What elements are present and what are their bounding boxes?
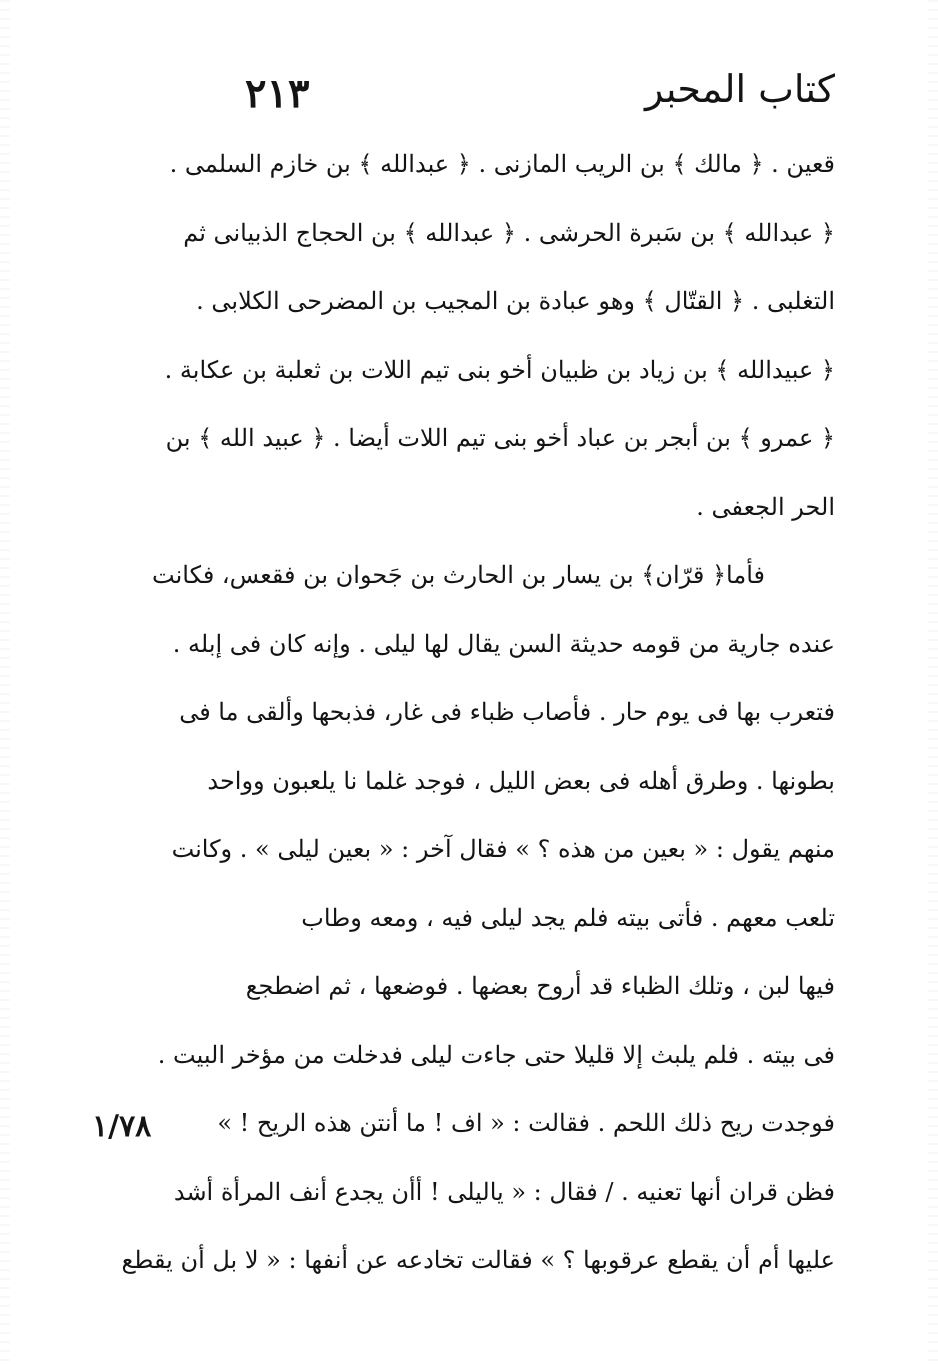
text-line: ﴿ عمرو ﴾ بن أبجر بن عباد أخو بنى تيم اللات أيضا . ﴿ عبيد الله ﴾ بن	[165, 424, 835, 452]
text-line: فتعرب بها فى يوم حار . فأصاب ظباء فى غار، فذبحها وألقى ما فى	[179, 698, 835, 726]
text-line: الحر الجعفى .	[696, 492, 835, 521]
text-line: فظن قران أنها تعنيه . / فقال : « ياليلى ! أأن يجدع أنف المرأة أشد	[173, 1177, 835, 1206]
text-line: تلعب معهم . فأتى بيته فلم يجد ليلى فيه ، ومعه وطاب	[301, 903, 835, 932]
text-line: بطونها . وطرق أهله فى بعض الليل ، فوجد غلما نا يلعبون وواحد	[207, 766, 835, 795]
text-line: فيها لبن ، وتلك الظباء قد أروح بعضها . فوضعها ، ثم اضطجع	[245, 972, 835, 1000]
text-line: فى بيته . فلم يلبث إلا قليلا حتى جاءت ليلى فدخلت من مؤخر البيت .	[157, 1040, 835, 1069]
text-line: ﴿ عبدالله ﴾ بن سَبرة الحرشى . ﴿ عبدالله ﴾ بن الحجاج الذبيانى ثم	[183, 218, 835, 247]
text-line: عليها أم أن يقطع عرقوبها ؟ » فقالت تخادعه عن أنفها : « لا بل أن يقطع	[121, 1246, 835, 1274]
book-title: كتاب المحبر	[644, 67, 835, 111]
text-line: التغلبى . ﴿ القتّال ﴾ وهو عبادة بن المجيب بن المضرحى الكلابى .	[196, 287, 835, 315]
text-line: فوجدت ريح ذلك اللحم . فقالت : « اف ! ما أنتن هذه الريح ! »	[217, 1109, 835, 1137]
text-line: قعين . ﴿ مالك ﴾ بن الريب المازنى . ﴿ عبدالله ﴾ بن خازم السلمى .	[169, 150, 835, 178]
margin-folio-note: ١/٧٨	[92, 1109, 152, 1144]
scan-edge-right	[928, 0, 938, 1364]
scan-edge-left	[0, 0, 10, 1364]
page-number: ٢١٣	[245, 70, 310, 117]
page-header	[160, 56, 835, 126]
text-line: فأما﴿ قرّان﴾ بن يسار بن الحارث بن جَحوان بن فقعس، فكانت	[152, 561, 765, 589]
text-line: عنده جارية من قومه حديثة السن يقال لها ليلى . وإنه كان فى إبله .	[172, 629, 835, 658]
text-line: ﴿ عبيدالله ﴾ بن زياد بن ظبيان أخو بنى تيم اللات بن ثعلبة بن عكابة .	[164, 355, 835, 384]
text-line: منهم يقول : « بعين من هذه ؟ » فقال آخر : « بعين ليلى » . وكانت	[171, 835, 835, 863]
